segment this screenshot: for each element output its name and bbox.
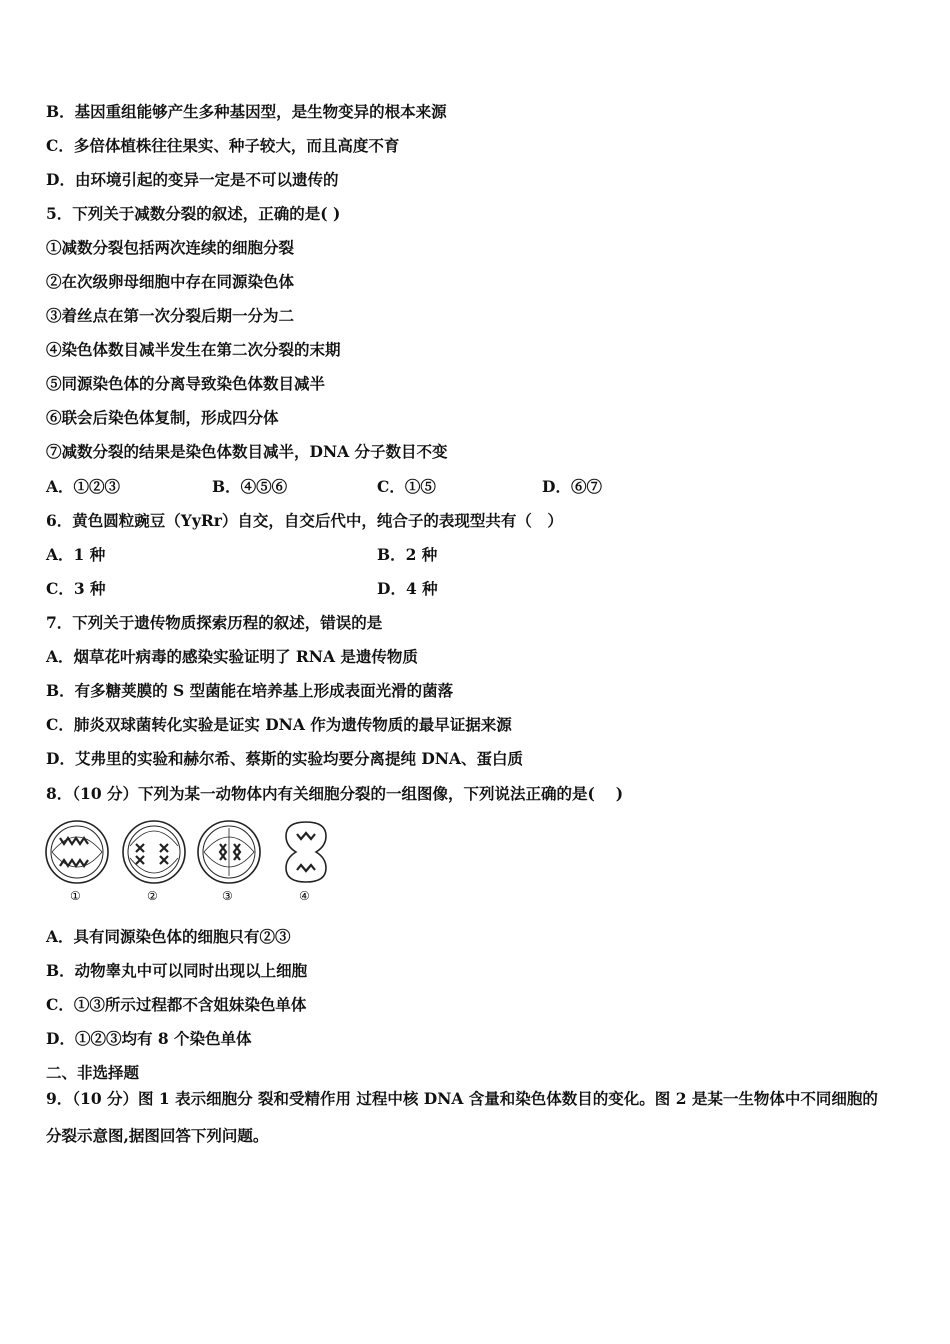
q6-option-d: D．4 种 <box>377 579 438 598</box>
cell-3-drawing <box>198 821 260 883</box>
q4-option-b: B．基因重组能够产生多种基因型，是生物变异的根本来源 <box>46 102 447 121</box>
q6-option-a: A．1 种 <box>46 545 106 564</box>
q8-stem: 8．（10 分）下列为某一动物体内有关细胞分裂的一组图像，下列说法正确的是( ) <box>46 784 624 803</box>
cell-2-label: ② <box>147 889 158 903</box>
q6-option-c: C．3 种 <box>46 579 106 598</box>
q8-option-a: A．具有同源染色体的细胞只有②③ <box>46 927 291 946</box>
q8-option-c: C．①③所示过程都不含姐妹染色单体 <box>46 995 307 1014</box>
q5-item-2: ②在次级卵母细胞中存在同源染色体 <box>46 272 295 291</box>
q5-option-b: B．④⑤⑥ <box>212 477 288 496</box>
cell-4-label: ④ <box>299 889 310 903</box>
q5-option-a: A．①②③ <box>46 477 121 496</box>
q4-option-c: C．多倍体植株往往果实、种子较大，而且高度不育 <box>46 136 400 155</box>
cell-3-label: ③ <box>222 889 233 903</box>
q5-option-c: C．①⑤ <box>377 477 436 496</box>
q5-item-3: ③着丝点在第一次分裂后期一分为二 <box>46 306 295 325</box>
cell-2-drawing <box>123 821 185 883</box>
q6-option-b: B．2 种 <box>377 545 438 564</box>
q5-option-d: D．⑥⑦ <box>542 477 602 496</box>
q9-stem-line2: 分裂示意图,据图回答下列问题。 <box>46 1126 269 1145</box>
cell-division-diagram <box>44 816 334 906</box>
q7-option-a: A．烟草花叶病毒的感染实验证明了 RNA 是遗传物质 <box>46 647 418 666</box>
cell-4-drawing <box>286 822 326 882</box>
q7-option-d: D．艾弗里的实验和赫尔希、蔡斯的实验均要分离提纯 DNA、蛋白质 <box>46 749 523 768</box>
q7-option-b: B．有多糖荚膜的 S 型菌能在培养基上形成表面光滑的菌落 <box>46 681 454 700</box>
q5-item-5: ⑤同源染色体的分离导致染色体数目减半 <box>46 374 326 393</box>
q8-option-b: B．动物睾丸中可以同时出现以上细胞 <box>46 961 308 980</box>
q5-stem: 5．下列关于减数分裂的叙述，正确的是( ) <box>46 204 341 223</box>
q5-item-7: ⑦减数分裂的结果是染色体数目减半，DNA 分子数目不变 <box>46 442 448 461</box>
q9-stem-line1: 9．（10 分）图 1 表示细胞分 裂和受精作用 过程中核 DNA 含量和染色体数目的变化。图 2 是某一生物体中不同细胞的 <box>46 1089 878 1108</box>
q5-item-6: ⑥联会后染色体复制，形成四分体 <box>46 408 279 427</box>
section-heading: 二、非选择题 <box>46 1063 140 1082</box>
cell-division-figure <box>44 816 334 906</box>
q5-item-1: ①减数分裂包括两次连续的细胞分裂 <box>46 238 295 257</box>
q6-stem: 6．黄色圆粒豌豆（YyRr）自交，自交后代中，纯合子的表现型共有（ ） <box>46 511 563 530</box>
q4-option-d: D．由环境引起的变异一定是不可以遗传的 <box>46 170 339 189</box>
q7-option-c: C．肺炎双球菌转化实验是证实 DNA 作为遗传物质的最早证据来源 <box>46 715 512 734</box>
cell-1-drawing <box>46 821 108 883</box>
q5-item-4: ④染色体数目减半发生在第二次分裂的末期 <box>46 340 341 359</box>
q8-option-d: D．①②③均有 8 个染色单体 <box>46 1029 252 1048</box>
q7-stem: 7．下列关于遗传物质探索历程的叙述，错误的是 <box>46 613 383 632</box>
cell-1-label: ① <box>70 889 81 903</box>
